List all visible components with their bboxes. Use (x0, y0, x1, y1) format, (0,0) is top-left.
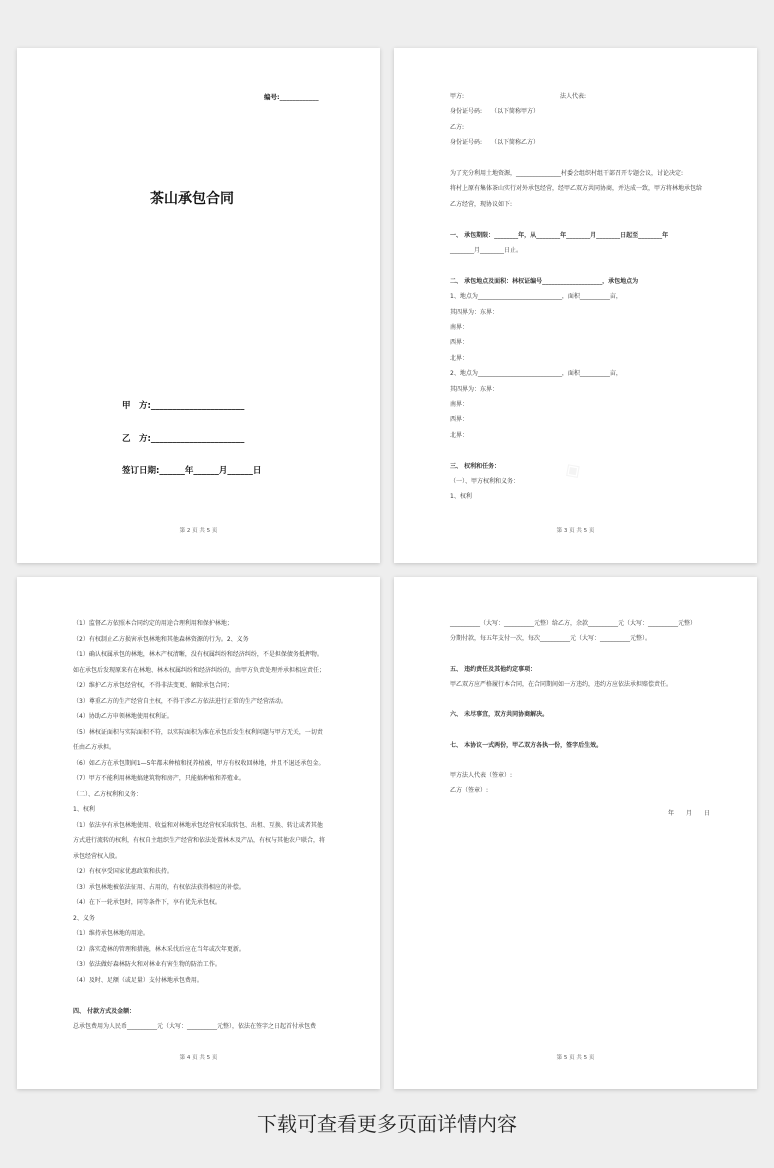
body-line: 甲乙双方应严格履行本合同，在合同期间如一方违约，违约方应依法承担赔偿责任。 (450, 680, 673, 688)
body-line: （3）尊重乙方的生产经营自主权，不得干涉乙方依法进行正常的生产经营活动。 (73, 697, 287, 705)
body-line: （4）及时、足额（或足量）支付林地承包费用。 (73, 976, 203, 984)
body-line: 身份证号码: （以下简称甲方） (450, 108, 540, 116)
body-line: （2）有权制止乙方损害承包林地和其他森林资源的行为。2、义务 (73, 635, 249, 643)
body-line: （7）甲方不能利用林地搞建筑物和房产，只能搞种植和养殖业。 (73, 775, 245, 782)
body-line: 南界： (450, 324, 469, 331)
body-line: （4）协助乙方申领林地使用权利证。 (73, 713, 173, 720)
body-line: 2、义务 (73, 914, 95, 922)
body-line: 乙方经营，现协议如下: (450, 200, 513, 208)
body-line: 北界： (450, 354, 469, 362)
body-line: 分期付款，每五年支付一次，每次__________元（大写：__________元整）。 (450, 635, 652, 643)
document-page-4 (394, 577, 757, 1089)
contract-number-label: 编号:____________ (264, 93, 319, 101)
download-caption: 下载可查看更多页面详情内容 (257, 1112, 517, 1136)
body-line: （4）在下一轮承包时，同等条件下，享有优先承包权。 (73, 899, 221, 906)
body-line: （2）落实造林的管理和措施，林木采伐后应在当年或次年更新。 (73, 945, 245, 953)
section-heading: 三、 权利和任务： (450, 462, 501, 470)
body-line: （3）承包林地被依法征用、占用的，有权依法获得相应的补偿。 (73, 883, 245, 891)
body-line: （6）如乙方在承包期间1—5年都未种植和抚养植被，甲方有权收回林地，并且不退还承包金。 (73, 759, 325, 767)
section-heading: 六、 未尽事宜，双方共同协商解决。 (450, 711, 549, 719)
body-line: 1、权利 (450, 493, 472, 501)
body-line: 1、权利 (73, 806, 95, 813)
body-line: 甲方: 法人代表: (450, 93, 587, 100)
body-line: __________（大写：__________元整）给乙方，余款__________元（大写：__________元整） (450, 620, 697, 627)
body-line: 甲方法人代表（签章）: (450, 772, 513, 779)
body-line: （3）依法做好森林防火和对林业有害生物的防治工作。 (73, 961, 221, 968)
party-b-field: 乙 方:______________________ (122, 434, 245, 444)
body-line: 为了充分利用土地资源，_______________村委会组织村组干部召开专题会议，讨论决定: (450, 170, 684, 177)
body-line: 其四界为：东界： (450, 385, 499, 393)
body-line: （1）依法享有承包林地使用、收益和对林地承包经营权采取转包、出租、互换、转让或者其他 (73, 821, 323, 829)
signature-date: 年 月 日 (668, 810, 711, 817)
body-line: 将村上原有集体茶山实行对外承包经营，经甲乙双方共同协商，并达成一致，甲方将林地承包给 (450, 185, 703, 193)
section-heading: 四、 付款方式及金额： (73, 1007, 136, 1015)
body-line: 承包经营权入股。 (73, 852, 122, 860)
body-line: 其四界为：东界： (450, 308, 499, 316)
watermark (558, 455, 586, 485)
section-heading: 一、 承包期限：________年，从________年________月________日起至________年 (450, 231, 669, 239)
party-a-field: 甲 方:______________________ (122, 401, 245, 411)
document-page-3 (17, 577, 380, 1089)
body-line: 西界： (450, 339, 469, 347)
section-heading: 七、 本协议一式两份，甲乙双方各执一份，签字后生效。 (450, 741, 603, 749)
page-footer: 第 4 页 共 5 页 (179, 1055, 218, 1061)
body-line: 任由乙方承担。 (73, 744, 116, 751)
body-line: 总承包费用为人民币__________元（大写：__________元整），依法在签字之日起首付承包费 (73, 1023, 317, 1030)
document-page-2 (394, 48, 757, 563)
body-line: （2）有权享受国家优惠政策和扶持。 (73, 868, 173, 875)
body-line: （二）、乙方权利和义务： (73, 790, 143, 798)
body-line: ________月________日止。 (450, 247, 523, 254)
body-line: （1）维持承包林地的用途。 (73, 930, 149, 937)
body-line: 乙方（签章）: (450, 787, 489, 795)
body-line: 1、地点为____________________________，面积__________亩， (450, 293, 622, 301)
body-line: （一）、甲方权利和义务： (450, 478, 520, 485)
page-footer: 第 5 页 共 5 页 (556, 1055, 595, 1061)
body-line: 如在承包后发现原来有在林地、林木权属纠纷和经济纠纷的，由甲方负责处理并承担相应责任； (73, 666, 326, 674)
section-heading: 五、 违约责任及其他约定事项： (450, 665, 537, 673)
body-line: （1）确认权属承包的林地，林木产权清晰，没有权属纠纷和经济纠纷，不是担保债务抵押物。 (73, 651, 323, 658)
document-title: 茶山承包合同 (150, 191, 234, 207)
section-heading: 二、 承包地点及面积：林权证编号____________________，承包地点为 (450, 277, 639, 285)
page-footer: 第 3 页 共 5 页 (556, 528, 595, 534)
body-line: （1）监督乙方依照本合同约定的用途合理利用和保护林地； (73, 620, 233, 627)
body-line: （2）维护乙方承包经营权，不得非法变更、解除承包合同； (73, 682, 233, 689)
body-line: 乙方: (450, 123, 465, 131)
body-line: 身份证号码: （以下简称乙方） (450, 139, 540, 147)
body-line: 2、地点为____________________________，面积__________亩， (450, 370, 622, 378)
sign-date-field: 签订日期:______年______月______日 (122, 466, 262, 476)
body-line: 南界： (450, 401, 469, 408)
body-line: 北界： (450, 431, 469, 439)
document-page-cover (17, 48, 380, 563)
body-line: 西界： (450, 416, 469, 424)
body-line: 方式进行流转的权利，有权自主组织生产经营和依法处置林木及产品，有权与其他农户联合，将 (73, 837, 326, 844)
body-line: （5）林权证面积与实际面积不符，以实际面积为准在承包后发生权利问题与甲方无关，一切责 (73, 728, 323, 736)
page-footer: 第 2 页 共 5 页 (179, 528, 218, 534)
